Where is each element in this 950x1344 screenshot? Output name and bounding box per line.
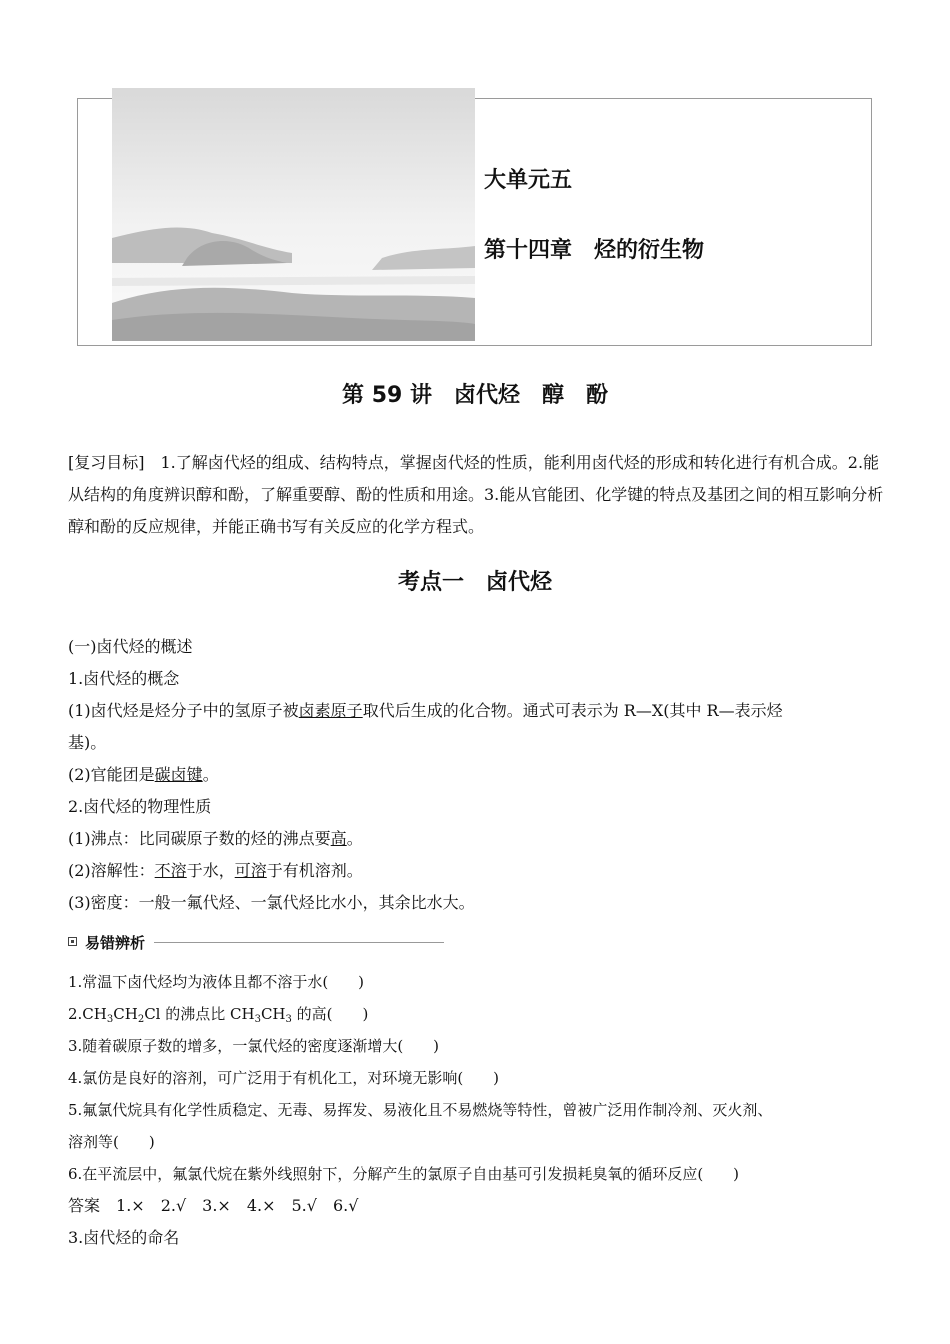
- paragraph: [68, 823, 890, 855]
- underlined-answer: 卤素原子: [298, 701, 363, 720]
- question-item: 5.氟氯代烷具有化学性质稳定、无毒、易挥发、易液化且不易燃烧等特性，曾被广泛用作制冷剂、灭火剂、: [68, 1101, 773, 1119]
- text: 于水，: [186, 861, 235, 880]
- text: CH: [113, 1005, 138, 1023]
- error-analysis-header: [68, 933, 446, 951]
- landscape-photo: [112, 88, 475, 341]
- subscript: 3: [106, 1014, 114, 1025]
- text: (1)沸点：比同碳原子数的烃的沸点要: [68, 829, 331, 848]
- heading-physical-properties: 2.卤代烃的物理性质: [68, 797, 212, 816]
- underlined-answer: 不溶: [154, 861, 187, 880]
- heading-concept: 1.卤代烃的概念: [68, 669, 180, 688]
- question-item: 3.随着碳原子数的增多，一氯代烃的密度逐渐增大( ): [68, 1037, 440, 1055]
- text: (1)卤代烃是烃分子中的氢原子被: [68, 701, 299, 720]
- banner-divider: [88, 98, 112, 99]
- error-analysis-label: 易错辨析: [85, 934, 146, 952]
- subscript: 3: [285, 1014, 292, 1025]
- text: (2)官能团是: [68, 765, 155, 784]
- text: 于有机溶剂。: [266, 861, 363, 880]
- lecture-title: 第 59 讲 卤代烃 醇 酚: [342, 383, 608, 408]
- text: CH: [260, 1005, 286, 1023]
- underlined-answer: 可溶: [234, 861, 267, 880]
- answer-label: 答案: [68, 1196, 101, 1215]
- answer-line: [68, 1190, 890, 1222]
- underlined-answer: 高: [330, 829, 347, 848]
- paragraph: (3)密度：一般一氟代烃、一氯代烃比水小，其余比水大。: [68, 893, 475, 912]
- banner-divider: [88, 345, 871, 346]
- answer-values: 1.× 2.√ 3.× 4.× 5.√ 6.√: [100, 1196, 359, 1215]
- question-item: 6.在平流层中，氟氯代烷在紫外线照射下，分解产生的氯原子自由基可引发损耗臭氧的循环反应( ): [68, 1165, 740, 1183]
- paragraph: [68, 759, 890, 791]
- paragraph: [68, 855, 890, 887]
- question-item: [68, 998, 890, 1030]
- section-title: 考点一 卤代烃: [397, 570, 552, 595]
- text: Cl 的沸点比 CH: [144, 1005, 255, 1023]
- unit-title: 大单元五: [484, 168, 573, 193]
- text: 的高( ): [291, 1005, 369, 1023]
- chapter-title: 第十四章 烃的衍生物: [484, 238, 705, 263]
- text: 。: [346, 829, 363, 848]
- header-rule: [154, 942, 444, 943]
- text: 2.CH: [68, 1005, 107, 1023]
- question-item: 1.常温下卤代烃均为液体且都不溶于水( ): [68, 973, 365, 991]
- review-goals-text: 1.了解卤代烃的组成、结构特点，掌握卤代烃的性质，能利用卤代烃的形成和转化进行有机合成。2.能从结构的角度辨识醇和酚，了解重要醇、酚的性质和用途。3.能从官能团、化学键的特点及基团之间的相互影响分析醇和酚的反应规律，并能正确书写有关反应的化学方程式。: [68, 453, 884, 536]
- heading-naming: 3.卤代烃的命名: [68, 1228, 180, 1247]
- review-goals: [68, 447, 886, 543]
- subsection-heading: (一)卤代烃的概述: [68, 637, 193, 656]
- question-item: 溶剂等( ): [68, 1133, 155, 1151]
- text: 取代后生成的化合物。通式可表示为 R—X(其中 R—表示烃: [362, 701, 783, 720]
- underlined-answer: 碳卤键: [154, 765, 203, 784]
- text: (2)溶解性：: [68, 861, 155, 880]
- review-goals-label: [复习目标]: [68, 453, 145, 472]
- question-item: 4.氯仿是良好的溶剂，可广泛用于有机化工，对环境无影响( ): [68, 1069, 500, 1087]
- subscript: 2: [137, 1014, 145, 1025]
- text: 。: [202, 765, 219, 784]
- paragraph: [68, 695, 890, 727]
- paragraph: 基)。: [68, 733, 107, 752]
- square-bullet-icon: [68, 937, 77, 946]
- subscript: 3: [254, 1014, 261, 1025]
